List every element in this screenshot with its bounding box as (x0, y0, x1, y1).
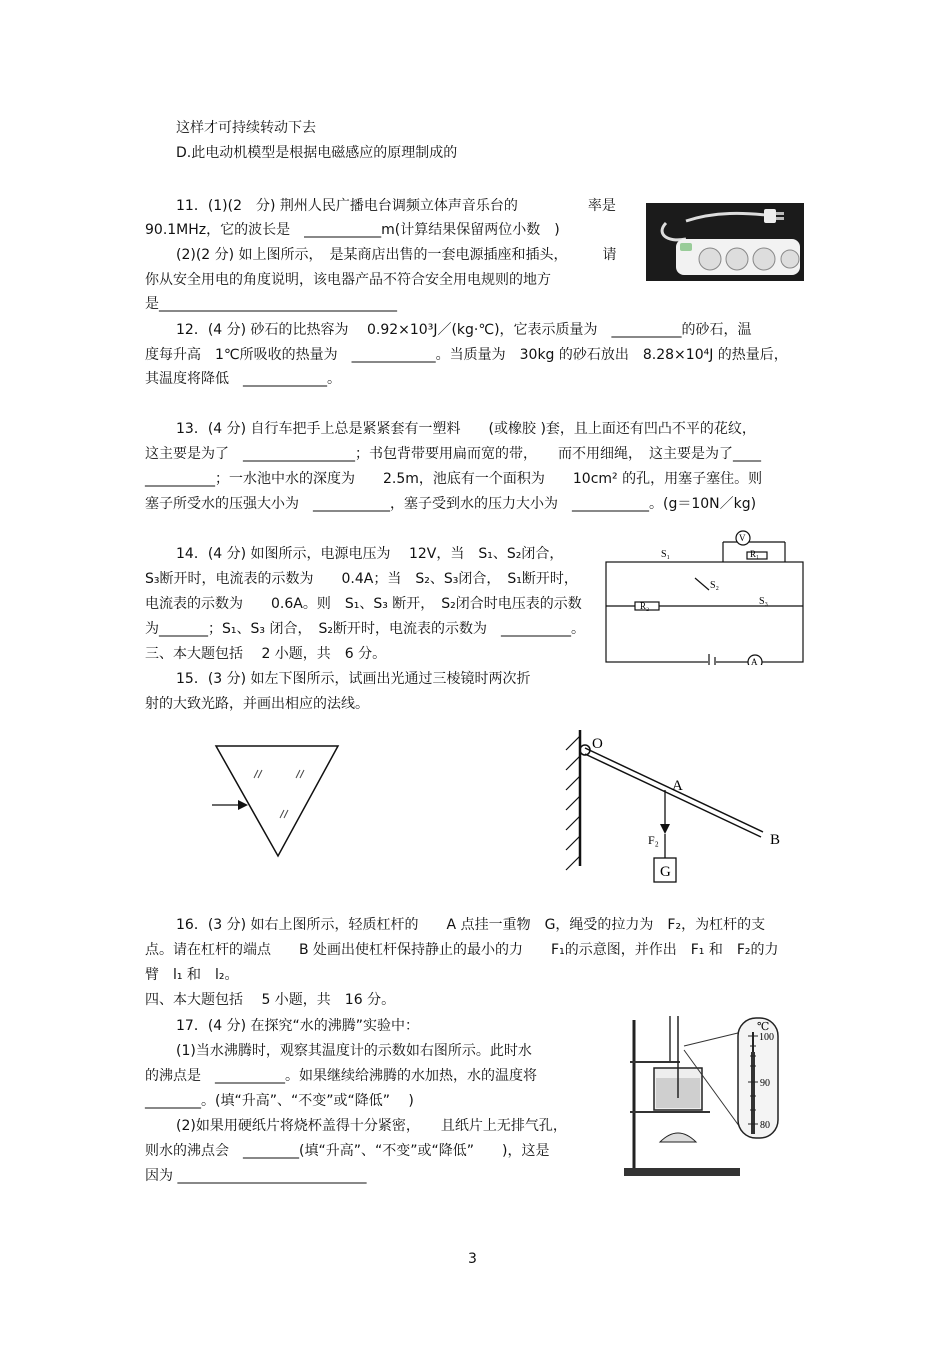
thermometer-tick-100: 100 (759, 1032, 774, 1043)
q15-line: 15．(3 分) 如左下图所示，试画出光通过三棱镜时两次折 (176, 671, 531, 687)
q14-line: 14．(4 分) 如图所示，电源电压为 12V，当 S₁、S₂闭合， (176, 546, 564, 562)
q13-line: 这主要是为了 ________________；书包背带要用扁而宽的带， 而不用细绳， 这主要是为了____ (145, 446, 761, 462)
q12-line: 其温度将降低 ____________。 (145, 371, 341, 387)
q11-line: 你从安全用电的角度说明，该电器产品不符合安全用电规则的地方 (145, 272, 551, 288)
resistor-r1-label: R₁ (750, 549, 760, 559)
weight-g-label: G (660, 864, 671, 880)
q16-line: 点。请在杠杆的端点 B 处画出使杠杆保持静止的最小的力 F₁的示意图，并作出 F₁ 和 F₂的力 (145, 942, 779, 958)
q16-line: 臂 l₁ 和 l₂。 (145, 967, 239, 983)
text-line: 这样才可持续转动下去 (176, 120, 316, 136)
point-b-label: B (770, 832, 781, 848)
voltmeter-label: V (739, 533, 746, 543)
q17-line: 17．(4 分) 在探究“水的沸腾”实验中： (176, 1018, 420, 1034)
q11-line: (2)(2 分) 如上图所示， 是某商店出售的一套电源插座和插头， 请 (176, 247, 617, 263)
q13-line: 塞子所受水的压强大小为 ___________，塞子受到水的压力大小为 ___________。(g＝10N／kg) (145, 496, 757, 512)
lever-diagram (558, 726, 788, 886)
switch-s1-label: S₁ (661, 549, 671, 560)
q11-line: 90.1MHz，它的波长是 ___________m(计算结果保留两位小数 ) (145, 222, 560, 238)
q17-line: (2)如果用硬纸片将烧杯盖得十分紧密， 且纸片上无排气孔， (176, 1118, 567, 1134)
q13-line: 13．(4 分) 自行车把手上总是紧紧套有一塑料 (或橡胶 )套，且上面还有凹凸不平的花纹， (176, 421, 756, 437)
point-a-label: A (672, 778, 683, 794)
prism-diagram (208, 744, 343, 860)
pivot-o-label: O (592, 736, 603, 752)
q16-line: 16．(3 分) 如右上图所示，轻质杠杆的 A 点挂一重物 G，绳受的拉力为 F₂，为杠杆的支 (176, 917, 766, 933)
switch-s3-label: S₃ (759, 596, 769, 607)
q13-line: __________；一水池中水的深度为 2.5m，池底有一个面积为 10cm² 的孔，用塞子塞住。则 (145, 471, 763, 487)
section-heading: 三、本大题包括 2 小题，共 6 分。 (145, 646, 387, 662)
power-strip-image (646, 203, 804, 281)
thermometer-unit-label: ℃ (757, 1021, 770, 1033)
q17-line: 的沸点是 __________。如果继续给沸腾的水加热，水的温度将 (145, 1068, 537, 1084)
thermometer-tick-80: 80 (760, 1120, 770, 1131)
ammeter-label: A (751, 657, 758, 665)
q14-line: 电流表的示数为 0.6A。则 S₁、S₃ 断开， S₂闭合时电压表的示数 (145, 596, 582, 612)
thermometer-tick-90: 90 (760, 1078, 770, 1089)
q17-line: 因为 ___________________________ (145, 1168, 367, 1184)
q14-line: 为_______；S₁、S₃ 闭合， S₂断开时，电流表的示数为 __________。 (145, 621, 585, 637)
page-number: 3 (468, 1251, 477, 1267)
q12-line: 12．(4 分) 砂石的比热容为 0.92×10³J／(kg·℃)，它表示质量为 __________的砂石，温 (176, 322, 752, 338)
circuit-diagram (605, 530, 805, 665)
force-f2-label: F₂ (648, 833, 659, 847)
q17-line: (1)当水沸腾时，观察其温度计的示数如右图所示。此时水 (176, 1043, 532, 1059)
switch-s2-label: S₂ (710, 580, 720, 591)
boiling-experiment-diagram (620, 1012, 790, 1180)
q17-line: ________。(填“升高”、“不变”或“降低” ) (145, 1093, 414, 1109)
q12-line: 度每升高 1℃所吸收的热量为 ____________。当质量为 30kg 的砂石放出 8.28×10⁴J 的热量后， (145, 347, 788, 363)
q17-line: 则水的沸点会 ________(填“升高”、“不变”或“降低” )，这是 (145, 1143, 550, 1159)
text-line: D.此电动机模型是根据电磁感应的原理制成的 (176, 145, 458, 161)
q11-line: 是__________________________________ (145, 296, 397, 312)
section-heading: 四、本大题包括 5 小题，共 16 分。 (145, 992, 396, 1008)
resistor-r2-label: R₂ (640, 601, 650, 611)
q14-line: S₃断开时，电流表的示数为 0.4A；当 S₂、S₃闭合， S₁断开时， (145, 571, 578, 587)
q15-line: 射的大致光路，并画出相应的法线。 (145, 696, 369, 712)
q11-line: 11．(1)(2 分) 荆州人民广播电台调频立体声音乐台的 率是 (176, 198, 616, 214)
